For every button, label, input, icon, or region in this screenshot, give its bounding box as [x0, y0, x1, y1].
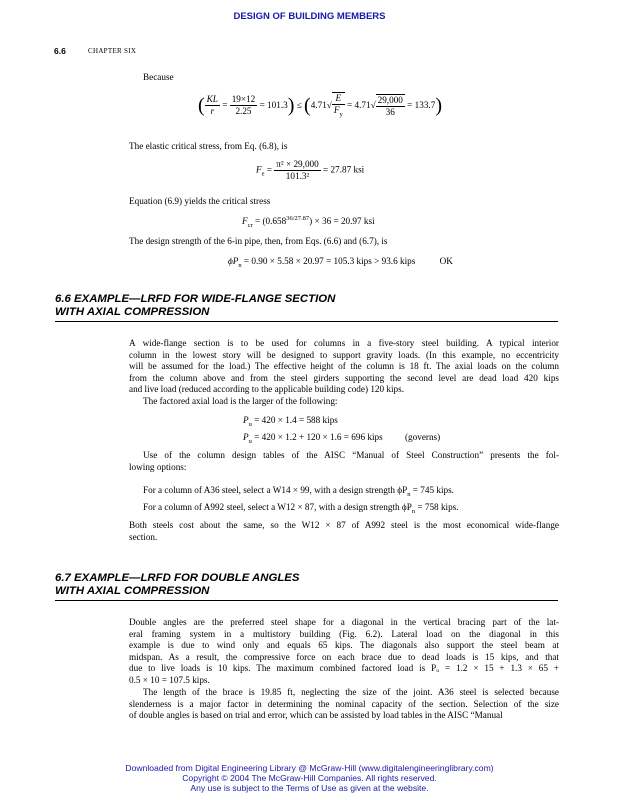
factored-load-equation-a: $P_u = 420 \times 1.4 = 588$ kips	[243, 415, 338, 428]
design-strength-equation: $\phi P_n = 0.90 \times 5.58 \times 20.97 = 105.3$ kips > 93.6 kips OK	[228, 256, 453, 269]
text-line: midspan. As a result, the compressive force on each brace due to dead loads is 15 kips, and that	[129, 651, 559, 662]
page-number: 6.6	[54, 46, 66, 56]
section-paragraph	[129, 520, 559, 543]
section-paragraph	[129, 338, 559, 396]
section-paragraph	[129, 450, 559, 473]
text-line: example is due to wind only and equals 65 kips. The diagonals also support the steel beam at	[129, 640, 559, 651]
because-text: Because	[143, 72, 174, 82]
chapter-label: CHAPTER SIX	[88, 47, 137, 55]
elastic-stress-equation: $F_e$ = $\frac{\text{π² × 29,000}}{\text{101.3²}}$ = 27.87 ksi	[256, 159, 365, 181]
factored-load-equation-b: $P_u = 420 \times 1.2 + 120 \times 1.6 = 696$ kips (governs)	[243, 432, 441, 445]
section-heading: 6.7 EXAMPLE—LRFD FOR DOUBLE ANGLES WITH AXIAL COMPRESSION	[55, 572, 300, 597]
section-rule	[55, 600, 558, 601]
section-paragraph	[129, 687, 559, 722]
slenderness-equation: ( $\frac{KL}{r}$ = $\frac{19\times 12}{2.25}$ = 101.3) ≤ (4.71√ $\frac{E}{F_y}$ = 4.71√ $\frac{29,000}{36}$ = 133.7)	[198, 93, 442, 118]
paragraph: Equation (6.9) yields the critical stress	[129, 196, 271, 206]
paragraph: The elastic critical stress, from Eq. (6.8), is	[129, 141, 288, 151]
text-line: column in the lowest story will be designed to support gravity loads. (In this example, no eccentricity	[129, 349, 559, 360]
text-line: 0.5 × 10 = 107.5 kips.	[129, 674, 210, 685]
text-line: due to live loads is 10 kips. The maximum combined factored load is Pᵤ = 1.2 × 15 + 1.3 × 65 +	[129, 663, 559, 674]
text-line: The length of the brace is 19.85 ft, neglecting the size of the joint. A36 steel is selected because	[143, 687, 559, 697]
running-header: DESIGN OF BUILDING MEMBERS	[233, 11, 386, 22]
text-line: section.	[129, 531, 158, 542]
option-a992: For a column of A992 steel, select a W12 × 87, with a design strength $\phi P_n = 758$ kips.	[143, 502, 459, 515]
footer-copyright: Copyright © 2004 The McGraw-Hill Companies. All rights reserved.	[182, 773, 437, 783]
text-line: Use of the column design tables of the AISC “Manual of Steel Construction” presents the fol-	[143, 450, 559, 460]
text-line: of double angles is based on trial and error, which can be assisted by load tables in the AISC “Manual	[129, 710, 503, 721]
critical-stress-equation: $F_{cr} = (0.658^{36/27.87}) \times 36 = 20.97$ ksi	[242, 215, 375, 229]
section-rule	[55, 321, 558, 322]
footer-terms[interactable]: Any use is subject to the Terms of Use as given at the website.	[190, 783, 429, 793]
paragraph: The design strength of the 6-in pipe, then, from Eqs. (6.6) and (6.7), is	[129, 236, 388, 246]
paragraph: The factored axial load is the larger of the following:	[143, 396, 338, 406]
text-line: lowing options:	[129, 461, 187, 472]
section-heading: 6.6 EXAMPLE—LRFD FOR WIDE-FLANGE SECTION WITH AXIAL COMPRESSION	[55, 293, 336, 318]
text-line: eral framing system in a multistory building (Fig. 6.2). Lateral load on the diagonal in this	[129, 628, 559, 639]
text-line: slenderness is a major factor in determining the nominal capacity of the section. Selection of the size	[129, 698, 559, 709]
text-line: from the column above and from the steel girders supporting the second level are dead load 420 kips	[129, 372, 559, 383]
text-line: Both steels cost about the same, so the W12 × 87 of A992 steel is the most economical wide-flange	[129, 520, 559, 530]
text-line: will be assumed for the load.) The effective height of the column is 18 ft. The axial loads on the column	[129, 361, 559, 372]
text-line: and live load (reduced according to the applicable building code) 120 kips.	[129, 384, 405, 395]
text-line: A wide-flange section is to be used for columns in a five-story steel building. A typical interior	[129, 338, 559, 348]
option-a36: For a column of A36 steel, select a W14 × 99, with a design strength $\phi P_n = 745$ kips.	[143, 485, 454, 498]
section-paragraph	[129, 617, 559, 687]
footer-download[interactable]: Downloaded from Digital Engineering Library @ McGraw-Hill (www.digitalengineeringlibrary.com)	[125, 763, 494, 773]
text-line: Double angles are the preferred steel shape for a diagonal in the vertical bracing part of the lat-	[129, 617, 559, 627]
